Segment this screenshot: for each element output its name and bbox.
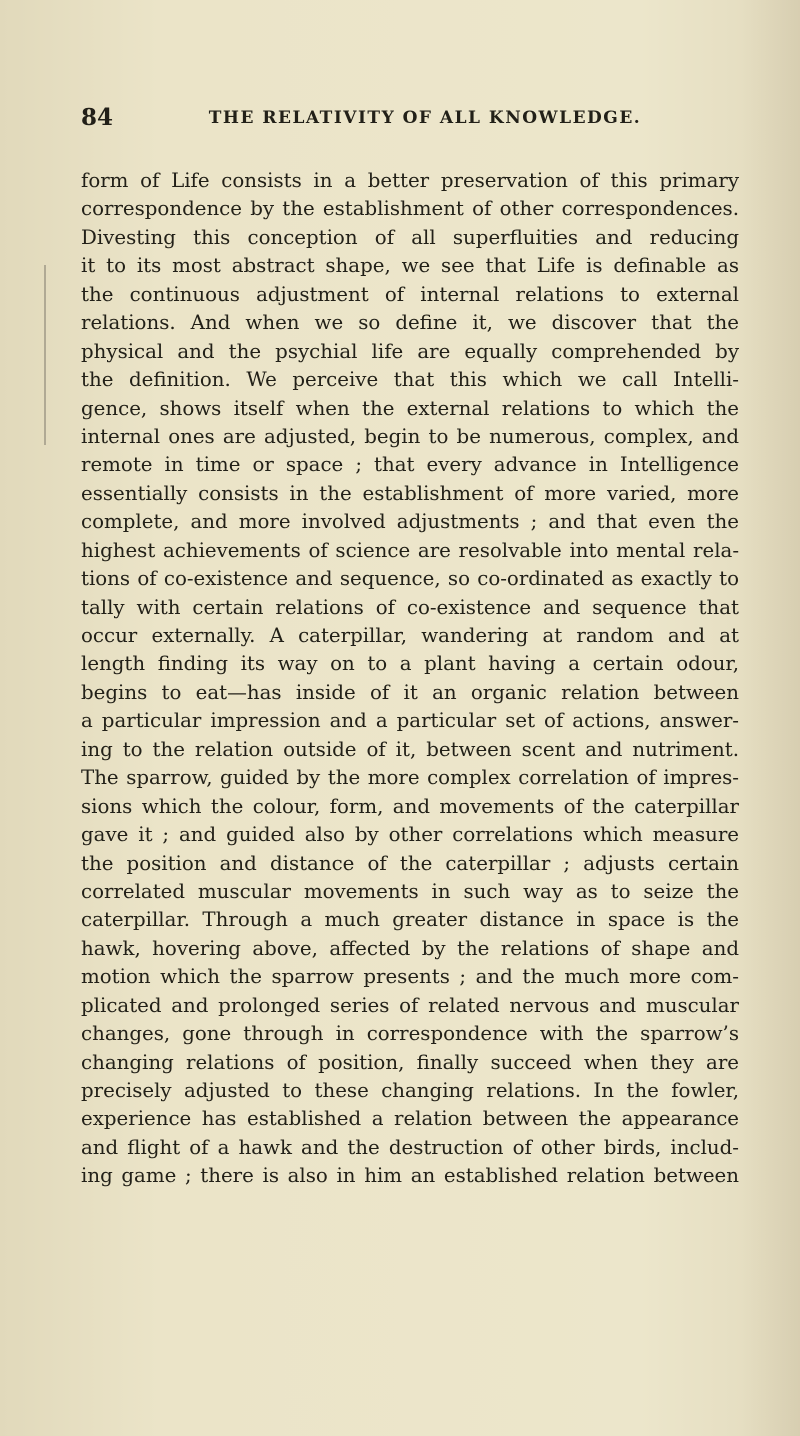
text-line: relations. And when we so define it, we discover that the xyxy=(81,311,739,335)
text-line: and flight of a hawk and the destruction of other birds, includ- xyxy=(81,1135,739,1159)
text-line: tions of co-existence and sequence, so co-ordinated as exactly to xyxy=(81,567,739,591)
text-line: essentially consists in the establishment of more varied, more xyxy=(81,481,739,505)
page-number: 84 xyxy=(81,104,114,131)
margin-pencil-mark xyxy=(44,265,46,445)
text-line: changes, gone through in correspondence with the sparrow’s xyxy=(81,1022,739,1046)
text-line: experience has established a relation between the appearance xyxy=(81,1107,739,1131)
text-line: caterpillar. Through a much greater distance in space is the xyxy=(81,908,739,932)
text-line: correlated muscular movements in such way as to seize the xyxy=(81,879,739,903)
running-head: THE RELATIVITY OF ALL KNOWLEDGE. xyxy=(208,108,642,128)
text-line: sions which the colour, form, and movements of the caterpillar xyxy=(81,794,739,818)
text-line: begins to eat—has inside of it an organic relation between xyxy=(81,680,739,704)
text-line: physical and the psychial life are equally comprehended by xyxy=(81,339,739,363)
text-line: ing to the relation outside of it, between scent and nutriment. xyxy=(81,737,739,761)
page-header xyxy=(81,104,739,138)
text-line: highest achievements of science are resolvable into mental rela- xyxy=(81,538,739,562)
text-line: tally with certain relations of co-existence and sequence that xyxy=(81,595,739,619)
page-edge-shadow xyxy=(740,0,800,1436)
text-line: the position and distance of the caterpillar ; adjusts certain xyxy=(81,851,739,875)
text-line: precisely adjusted to these changing relations. In the fowler, xyxy=(81,1079,739,1102)
text-line: the continuous adjustment of internal relations to external xyxy=(81,282,739,306)
text-line: hawk, hovering above, affected by the relations of shape and xyxy=(81,936,739,960)
text-line: correspondence by the establishment of other correspondences. xyxy=(81,197,739,221)
text-line: internal ones are adjusted, begin to be numerous, complex, and xyxy=(81,424,739,448)
text-line: it to its most abstract shape, we see that Life is definable as xyxy=(81,254,739,278)
text-line: gave it ; and guided also by other correlations which measure xyxy=(81,823,739,847)
text-line: plicated and prolonged series of related nervous and muscular xyxy=(81,993,739,1017)
text-line: occur externally. A caterpillar, wandering at random and at xyxy=(81,624,739,647)
text-line: The sparrow, guided by the more complex correlation of impres- xyxy=(81,766,739,790)
text-line: complete, and more involved adjustments ; and that even the xyxy=(81,510,739,534)
text-line: ing game ; there is also in him an established relation between xyxy=(81,1164,739,1188)
text-line: the definition. We perceive that this which we call Intelli- xyxy=(81,368,739,392)
text-line: remote in time or space ; that every advance in Intelligence xyxy=(81,453,739,477)
text-line: a particular impression and a particular set of actions, answer- xyxy=(81,709,739,733)
text-line: form of Life consists in a better preservation of this primary xyxy=(81,169,739,192)
text-line: motion which the sparrow presents ; and the much more com- xyxy=(81,965,739,989)
text-line: Divesting this conception of all superfluities and reducing xyxy=(81,225,739,249)
body-paragraph xyxy=(81,167,739,1191)
text-line: changing relations of position, finally succeed when they are xyxy=(81,1050,739,1074)
text-line: length finding its way on to a plant having a certain odour, xyxy=(81,652,739,676)
text-line: gence, shows itself when the external relations to which the xyxy=(81,396,739,420)
